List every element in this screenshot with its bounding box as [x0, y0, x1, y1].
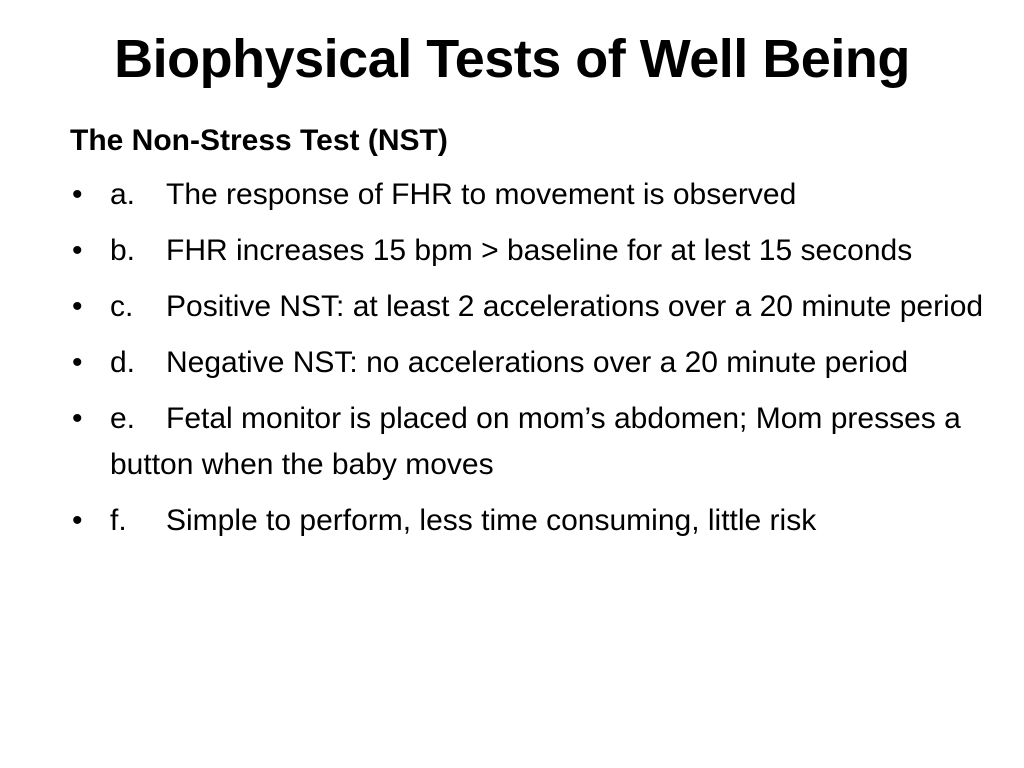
bullet-letter: a.	[110, 178, 136, 211]
bullet-text: The response of FHR to movement is observed	[166, 178, 797, 211]
bullet-text: FHR increases 15 bpm > baseline for at lest 15 seconds	[166, 234, 913, 267]
bullet-dot-icon: •	[72, 402, 83, 435]
bullet-item-d	[70, 340, 990, 386]
bullet-item-e	[70, 396, 990, 488]
bullet-list	[70, 172, 990, 544]
bullet-letter: c.	[110, 290, 134, 323]
section-heading: The Non-Stress Test (NST)	[70, 124, 448, 157]
bullet-text: Simple to perform, less time consuming, little risk	[166, 504, 817, 537]
slide-body	[70, 118, 990, 554]
bullet-dot-icon: •	[72, 234, 83, 267]
bullet-text: Positive NST: at least 2 accelerations over a 20 minute period	[166, 290, 984, 323]
bullet-item-a	[70, 172, 990, 218]
bullet-letter: f.	[110, 504, 127, 537]
bullet-dot-icon: •	[72, 504, 83, 537]
bullet-item-f	[70, 498, 990, 544]
bullet-item-c	[70, 284, 990, 330]
bullet-letter: d.	[110, 346, 136, 379]
bullet-text: Negative NST: no accelerations over a 20 minute period	[166, 346, 909, 379]
bullet-letter: e.	[110, 402, 136, 435]
bullet-text: Fetal monitor is placed on mom’s abdomen; Mom presses a button when the baby moves	[110, 402, 961, 481]
bullet-dot-icon: •	[72, 178, 83, 211]
bullet-dot-icon: •	[72, 346, 83, 379]
bullet-letter: b.	[110, 234, 136, 267]
bullet-dot-icon: •	[72, 290, 83, 323]
bullet-item-b	[70, 228, 990, 274]
slide-title: Biophysical Tests of Well Being	[114, 29, 910, 89]
